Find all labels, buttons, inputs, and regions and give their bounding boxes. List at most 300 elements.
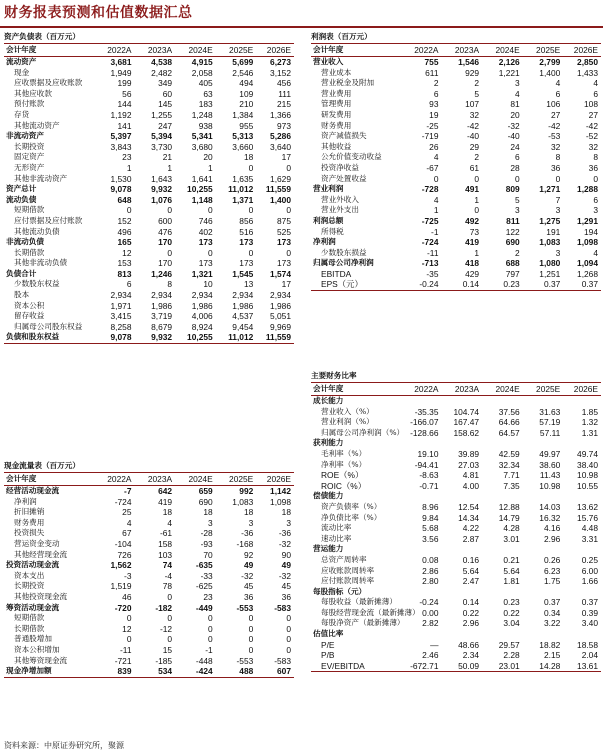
row-value: 215 (277, 99, 291, 110)
row-value: 0 (593, 173, 598, 184)
row-value: 0.23 (482, 279, 523, 290)
row-value: 19.10 (417, 448, 439, 459)
row-label: 净利率（%） (321, 459, 367, 469)
row-value: 973 (277, 120, 291, 131)
row-value: 0 (286, 623, 291, 634)
row-value: 0.00 (422, 607, 439, 618)
row-label: 现金净增加额 (4, 666, 94, 677)
row-value: 6.00 (581, 565, 598, 576)
row-label: 资本公积增加 (14, 644, 60, 654)
year-header: 2026E (563, 383, 601, 396)
table-row (311, 513, 601, 524)
table-row (4, 301, 294, 312)
table-row (311, 174, 601, 185)
row-value: 23 (122, 152, 132, 163)
row-value: 2.87 (462, 533, 480, 544)
row-value: 8,679 (151, 321, 173, 332)
row-value: 1,433 (577, 67, 598, 78)
row-label: 营业收入（%） (321, 406, 374, 416)
row-value: 8,258 (110, 321, 132, 332)
row-value: 1 (474, 247, 480, 258)
table-caption: 现金流量表（百万元） (4, 461, 294, 473)
row-value: 5,286 (270, 131, 291, 142)
row-value: 0 (555, 173, 561, 184)
row-value: 809 (505, 184, 520, 195)
row-value: -32 (507, 120, 520, 131)
row-value: 2.15 (543, 650, 561, 661)
row-value: 12 (122, 623, 132, 634)
row-value: 73 (469, 226, 480, 237)
row-label: P/E (321, 639, 335, 650)
row-value: 18 (203, 507, 213, 518)
row-value: 0 (248, 162, 254, 173)
table-row (4, 269, 294, 280)
row-value: 4.16 (543, 523, 561, 534)
row-label: 长期投资 (14, 581, 45, 591)
row-value: 2.86 (422, 565, 439, 576)
section-row (311, 587, 601, 598)
row-value: 659 (198, 486, 213, 496)
table-row (311, 142, 601, 153)
row-value: 0 (286, 634, 291, 645)
header-label: 会计年度 (311, 383, 401, 396)
row-value: 0 (167, 613, 173, 624)
row-value: 3,730 (151, 141, 173, 152)
row-value: 1,400 (270, 194, 291, 205)
row-value: 3,680 (191, 141, 213, 152)
row-value: 1,384 (232, 109, 254, 120)
row-value: 7.35 (503, 480, 520, 491)
row-value: 0 (286, 162, 291, 173)
row-value: 755 (424, 57, 439, 67)
row-value: 7 (555, 194, 561, 205)
year-header: 2024E (175, 44, 216, 57)
row-value: 49.74 (577, 448, 598, 459)
row-value: 60 (162, 88, 173, 99)
row-value: 418 (465, 258, 480, 269)
row-value: 6,273 (270, 57, 291, 67)
row-label: 营业外支出 (321, 205, 359, 215)
row-value: 3,640 (270, 141, 291, 152)
table-row (4, 581, 294, 592)
row-value: -0.24 (401, 279, 442, 290)
row-value: 2 (433, 78, 439, 89)
row-value: 1,641 (191, 173, 213, 184)
row-label: EV/EBITDA (311, 661, 401, 672)
table-row (311, 407, 601, 418)
row-value: 5,341 (191, 131, 213, 142)
row-value: 0 (286, 644, 291, 655)
table-row (4, 645, 294, 656)
row-value: 2.96 (462, 618, 480, 629)
row-value: 78 (162, 581, 173, 592)
title-divider (0, 26, 603, 28)
row-value: 20 (203, 152, 213, 163)
row-value: 1,949 (110, 67, 132, 78)
row-value: 9.84 (422, 512, 439, 523)
row-value: 2 (515, 247, 520, 258)
row-value: 1,142 (270, 486, 291, 496)
table-row (311, 110, 601, 121)
table-row (4, 195, 294, 206)
row-value: -725 (421, 215, 439, 226)
row-value: 4,537 (232, 311, 254, 322)
row-value: 0 (167, 205, 173, 216)
row-value: 13.62 (577, 501, 598, 512)
row-value: 1,530 (110, 173, 132, 184)
financial-ratios-table (311, 371, 601, 672)
row-label: 非流动资产 (6, 131, 44, 141)
table-row (311, 57, 601, 68)
row-value: 10,255 (187, 184, 213, 195)
row-label: 留存收益 (14, 311, 45, 321)
row-label: 估值比率 (313, 629, 344, 639)
row-label: 资产处置收益 (321, 173, 367, 183)
row-value: 4 (593, 78, 598, 89)
source-note: 资料来源：中原证券研究所，聚源 (4, 741, 124, 750)
row-value: 45 (281, 581, 291, 592)
row-label: 毛利率（%） (321, 448, 367, 458)
row-value: -185 (155, 655, 173, 666)
row-value: 46 (122, 591, 132, 602)
row-value: 3,681 (110, 57, 132, 67)
row-value: 6.23 (543, 565, 561, 576)
row-value: 1 (474, 194, 480, 205)
table-row (311, 650, 601, 661)
row-value: 145 (158, 99, 173, 110)
row-value: -719 (421, 131, 439, 142)
row-value: 141 (117, 120, 132, 131)
table-row (311, 121, 601, 132)
row-value: 0 (167, 591, 173, 602)
row-value: 534 (134, 666, 175, 677)
row-value: 1,098 (577, 237, 598, 248)
row-value: 158.62 (453, 427, 480, 438)
row-value: 1,986 (191, 300, 213, 311)
row-value: 4 (433, 152, 439, 163)
row-value: 0 (167, 634, 173, 645)
row-label: 其他投资现金流 (14, 591, 68, 601)
row-value: -3 (124, 570, 132, 581)
row-value: -32 (278, 538, 291, 549)
row-value: 23 (203, 591, 213, 602)
row-value: 61 (469, 162, 480, 173)
row-value: 26 (429, 141, 439, 152)
row-value: 2,482 (151, 67, 173, 78)
row-label: 公允价值变动收益 (321, 152, 382, 162)
row-value: 11,012 (216, 332, 257, 343)
row-value: 2.46 (422, 650, 439, 661)
row-value: 2,058 (191, 67, 213, 78)
row-value: 0.39 (581, 607, 598, 618)
row-value: 32 (588, 141, 598, 152)
table-row (311, 248, 601, 259)
row-value: 152 (117, 215, 132, 226)
row-value: 74 (162, 560, 173, 571)
row-value: 0.22 (462, 607, 480, 618)
row-value: 1,098 (270, 496, 291, 507)
row-label: 每股收益（最新摊薄） (321, 597, 397, 607)
row-value: 3 (208, 517, 213, 528)
row-value: 2 (474, 78, 480, 89)
row-value: 349 (158, 78, 173, 89)
year-header: 2025E (523, 44, 564, 57)
row-label: 每股经营现金流（最新摊薄） (321, 607, 420, 617)
table-row (4, 613, 294, 624)
section-row (311, 491, 601, 502)
row-value: 109 (239, 88, 254, 99)
table-row (4, 507, 294, 518)
row-value: 103 (158, 549, 173, 560)
row-value: 27 (588, 109, 598, 120)
row-value: 1,246 (151, 268, 173, 279)
row-value: 2,850 (577, 57, 598, 67)
row-value: -42 (585, 120, 598, 131)
row-value: -1 (205, 644, 213, 655)
row-value: 144 (117, 99, 132, 110)
row-value: -67 (426, 162, 439, 173)
row-value: 106 (546, 99, 561, 110)
table-row (311, 152, 601, 163)
row-value: 27 (550, 109, 561, 120)
table-caption-row (4, 461, 294, 473)
row-value: 456 (277, 78, 291, 89)
row-value: -42 (548, 120, 561, 131)
row-value: 15.76 (577, 512, 598, 523)
row-label: 营业成本 (321, 67, 352, 77)
row-value: 9,078 (94, 332, 135, 343)
row-value: 4.28 (503, 523, 520, 534)
table-row (4, 78, 294, 89)
row-value: -32 (241, 570, 254, 581)
row-value: 1,635 (232, 173, 254, 184)
row-value: 0 (286, 247, 291, 258)
row-label: 利润总额 (313, 215, 344, 225)
row-value: 67 (122, 528, 132, 539)
row-value: 191 (546, 226, 561, 237)
table-row (311, 428, 601, 439)
row-value: 2.96 (543, 533, 561, 544)
row-value: 402 (198, 226, 213, 237)
row-label: 营业税金及附加 (321, 78, 375, 88)
cashflow-grid (4, 461, 294, 678)
row-value: -25 (426, 120, 439, 131)
row-value: -36 (278, 528, 291, 539)
table-row (4, 571, 294, 582)
row-value: -40 (466, 131, 480, 142)
table-row (4, 497, 294, 508)
row-value: 1,545 (232, 268, 254, 279)
table-row (311, 216, 601, 227)
row-label: 速动比率 (321, 533, 352, 543)
row-value: 38.60 (539, 459, 561, 470)
row-value: 167.47 (453, 417, 480, 428)
row-label: 财务费用 (14, 517, 45, 527)
row-label: 应收票据及应收账款 (14, 78, 83, 88)
row-value: 28 (510, 162, 520, 173)
row-value: 726 (117, 549, 132, 560)
row-value: 938 (198, 120, 213, 131)
header-label: 会计年度 (311, 44, 401, 57)
table-row (4, 174, 294, 185)
header-label: 会计年度 (4, 473, 94, 486)
row-value: 173 (239, 258, 254, 269)
row-value: 1,986 (270, 300, 291, 311)
row-value: 1.75 (543, 576, 561, 587)
row-value: 1.81 (503, 576, 520, 587)
row-value: 0.22 (503, 607, 520, 618)
table-row (311, 566, 601, 577)
row-value: -724 (114, 496, 132, 507)
row-value: 0.08 (422, 554, 439, 565)
row-value: 32 (469, 109, 480, 120)
row-label: 归属母公司股东权益 (14, 321, 83, 331)
row-value: 0 (248, 644, 254, 655)
row-value: 491 (465, 184, 480, 195)
table-row (4, 279, 294, 290)
row-value: 607 (256, 666, 294, 677)
row-value: 419 (158, 496, 173, 507)
row-value: 42.59 (498, 448, 520, 459)
row-value: 1,080 (539, 258, 561, 269)
row-value: -635 (195, 560, 213, 571)
row-value: 4.81 (462, 470, 480, 481)
table-row (311, 195, 601, 206)
row-value: -0.71 (419, 480, 439, 491)
row-value: 10,255 (175, 332, 216, 343)
table-row (4, 57, 294, 68)
row-value: 18 (281, 507, 291, 518)
row-value: 49.97 (539, 448, 561, 459)
row-value: 992 (239, 486, 254, 496)
income-statement-table (311, 32, 601, 291)
row-value: 2 (474, 152, 480, 163)
row-value: 27.03 (458, 459, 480, 470)
table-caption-row (4, 32, 294, 44)
table-row (311, 555, 601, 566)
row-value: 611 (425, 67, 439, 78)
row-label: 其他应收款 (14, 88, 52, 98)
row-value: 1,076 (151, 194, 173, 205)
row-label: 研发费用 (321, 109, 352, 119)
row-value: 18 (162, 507, 173, 518)
row-value: 0 (248, 634, 254, 645)
row-label: 经营活动现金流 (6, 486, 60, 495)
row-value: 23.01 (482, 661, 523, 672)
row-value: 12 (122, 247, 132, 258)
row-value: -11 (427, 247, 439, 258)
row-value: -449 (195, 602, 213, 613)
row-label: 成长能力 (313, 396, 344, 405)
row-value: 476 (158, 226, 173, 237)
balance-sheet-table (4, 32, 294, 344)
row-label: EPS（元） (311, 279, 401, 290)
row-value: -128.66 (410, 427, 439, 438)
year-header: 2023A (134, 44, 175, 57)
row-value: 183 (198, 99, 213, 110)
row-value: 1,255 (151, 109, 173, 120)
row-value: 3 (555, 205, 561, 216)
row-value: 7.71 (503, 470, 520, 481)
row-label: 无形资产 (14, 162, 45, 172)
row-value: 18.82 (539, 639, 561, 650)
row-value: 3.56 (422, 533, 439, 544)
row-value: 1,574 (270, 268, 291, 279)
row-value: 0 (208, 634, 213, 645)
row-value: 6 (555, 88, 561, 99)
table-row (311, 597, 601, 608)
row-value: 36 (588, 162, 598, 173)
row-value: 3,719 (151, 311, 173, 322)
row-value: 4.22 (462, 523, 480, 534)
row-label: 资产负债率（%） (321, 501, 382, 511)
table-row (4, 89, 294, 100)
row-value: 31.63 (539, 406, 561, 417)
table-row (311, 89, 601, 100)
row-value: 2,934 (191, 290, 213, 301)
table-row (4, 227, 294, 238)
row-value: 1,291 (577, 215, 598, 226)
row-value: 1,083 (539, 237, 561, 248)
row-value: 4 (167, 517, 173, 528)
row-value: 194 (584, 226, 598, 237)
row-value: 5.64 (503, 565, 520, 576)
row-label: 营运资金变动 (14, 538, 60, 548)
row-value: 32.34 (498, 459, 520, 470)
table-row (4, 486, 294, 497)
row-label: 其他筹资现金流 (14, 655, 68, 665)
row-value: 0 (433, 173, 439, 184)
table-row (311, 417, 601, 428)
row-value: 3.40 (581, 618, 598, 629)
row-value: 247 (158, 120, 173, 131)
row-value: 4.48 (581, 523, 598, 534)
row-value: 64.66 (498, 417, 520, 428)
table-row (4, 311, 294, 322)
row-value: 57.11 (539, 427, 561, 438)
row-value: 199 (117, 78, 132, 89)
year-header: 2024E (482, 383, 523, 396)
row-value: 4,915 (191, 57, 213, 67)
row-value: -553 (236, 655, 254, 666)
row-value: 429 (465, 268, 480, 279)
row-value: 3.01 (503, 533, 520, 544)
row-value: 107 (465, 99, 480, 110)
table-row (311, 618, 601, 629)
table-row (4, 550, 294, 561)
row-value: 4 (515, 88, 520, 99)
row-value: -166.07 (410, 417, 439, 428)
table-row (4, 142, 294, 153)
row-value: 20 (510, 109, 520, 120)
table-row (311, 227, 601, 238)
table-row (311, 279, 601, 290)
row-value: -52 (585, 131, 598, 142)
row-value: 2,934 (110, 290, 132, 301)
row-value: 811 (506, 215, 520, 226)
table-row (311, 460, 601, 471)
row-value: 1,366 (270, 109, 291, 120)
row-value: 10.98 (539, 480, 561, 491)
row-value: 2,934 (151, 290, 173, 301)
row-value: 0.14 (441, 279, 482, 290)
row-value: 18.58 (577, 639, 598, 650)
row-value: 1,094 (577, 258, 598, 269)
row-value: -104 (114, 538, 132, 549)
row-value: 9,078 (110, 184, 132, 195)
row-value: 0 (474, 205, 480, 216)
row-value: -448 (195, 655, 213, 666)
